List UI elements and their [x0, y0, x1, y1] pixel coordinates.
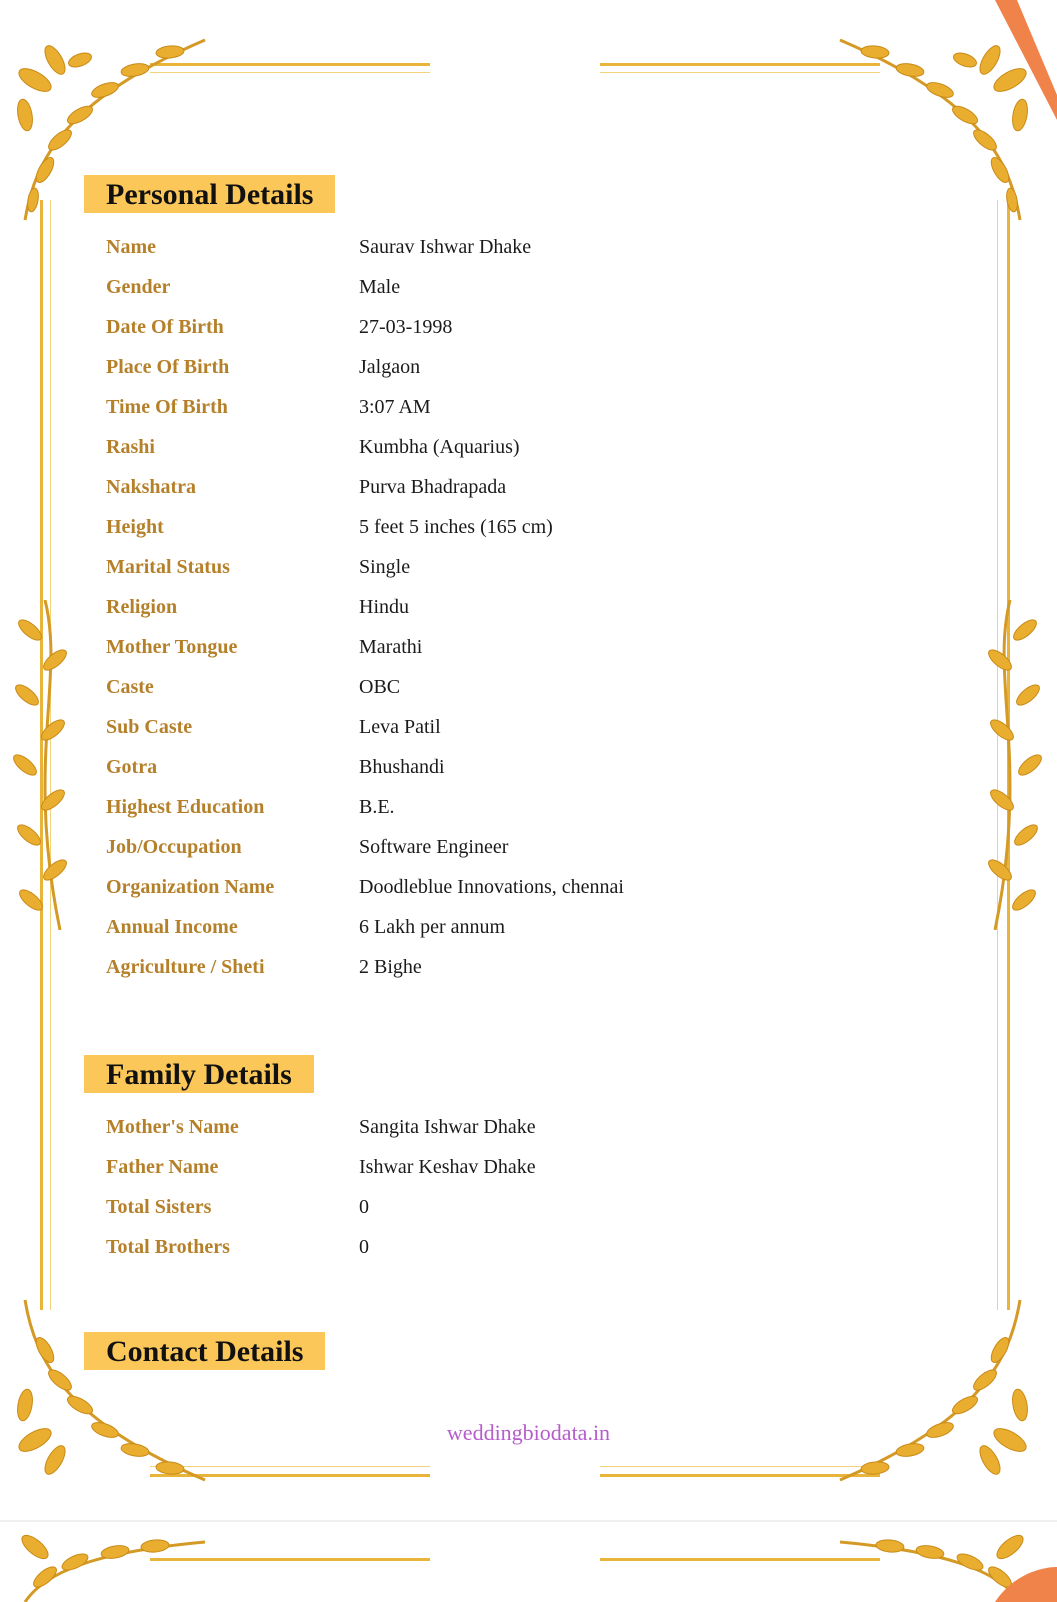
row-value: 27-03-1998 [359, 316, 453, 338]
next-page-frame-line-left [150, 1558, 430, 1561]
row-value: Kumbha (Aquarius) [359, 436, 520, 458]
orange-corner-accent [955, 1562, 1057, 1602]
next-page-preview [0, 1520, 1057, 1602]
row-value: B.E. [359, 796, 395, 818]
row-label: Height [106, 516, 164, 538]
row-value: 6 Lakh per annum [359, 916, 506, 938]
row-label: Total Sisters [106, 1196, 212, 1218]
row-value: Software Engineer [359, 836, 509, 858]
row-value: Sangita Ishwar Dhake [359, 1116, 536, 1138]
row-value: Doodleblue Innovations, chennai [359, 876, 624, 898]
contact-details-header: Contact Details [84, 1332, 325, 1370]
golden-leaf-branch-icon [830, 1290, 1040, 1500]
website-watermark-link[interactable]: weddingbiodata.in [446, 1420, 611, 1445]
row-label: Name [106, 236, 156, 258]
row-value: Jalgaon [359, 356, 421, 378]
row-label: Highest Education [106, 796, 265, 818]
row-label: Gotra [106, 756, 158, 778]
row-label: Father Name [106, 1156, 219, 1178]
row-label: Caste [106, 676, 154, 698]
row-label: Job/Occupation [106, 836, 242, 858]
row-label: Date Of Birth [106, 316, 224, 338]
golden-leaf-vine-icon [5, 600, 75, 930]
row-label: Mother Tongue [106, 636, 238, 658]
row-value: 0 [359, 1196, 369, 1218]
row-label: Religion [106, 596, 178, 618]
row-value: 2 Bighe [359, 956, 422, 978]
row-value: Male [359, 276, 401, 298]
row-value: OBC [359, 676, 401, 698]
golden-leaf-vine-icon [980, 600, 1050, 930]
row-value: Ishwar Keshav Dhake [359, 1156, 536, 1178]
family-details-header: Family Details [84, 1055, 314, 1093]
row-label: Rashi [106, 436, 155, 458]
golden-leaf-branch-icon [5, 1522, 215, 1602]
row-label: Nakshatra [106, 476, 197, 498]
row-label: Agriculture / Sheti [106, 956, 265, 978]
row-value: Single [359, 556, 411, 578]
row-label: Marital Status [106, 556, 230, 578]
row-value: 0 [359, 1236, 369, 1258]
row-label: Time Of Birth [106, 396, 228, 418]
orange-corner-accent [995, 0, 1057, 120]
row-value: Purva Bhadrapada [359, 476, 507, 498]
row-label: Place Of Birth [106, 356, 230, 378]
row-value: Bhushandi [359, 756, 445, 778]
next-page-frame-line-right [600, 1558, 880, 1561]
row-value: Hindu [359, 596, 409, 618]
row-label: Gender [106, 276, 171, 298]
row-label: Mother's Name [106, 1116, 239, 1138]
personal-details-header: Personal Details [84, 175, 335, 213]
golden-leaf-branch-icon [5, 1290, 215, 1500]
row-label: Annual Income [106, 916, 238, 938]
row-value: 3:07 AM [359, 396, 431, 418]
row-value: Marathi [359, 636, 423, 658]
row-label: Total Brothers [106, 1236, 230, 1258]
row-value: Leva Patil [359, 716, 441, 738]
row-label: Sub Caste [106, 716, 193, 738]
row-value: Saurav Ishwar Dhake [359, 236, 532, 258]
row-label: Organization Name [106, 876, 275, 898]
row-value: 5 feet 5 inches (165 cm) [359, 516, 553, 538]
